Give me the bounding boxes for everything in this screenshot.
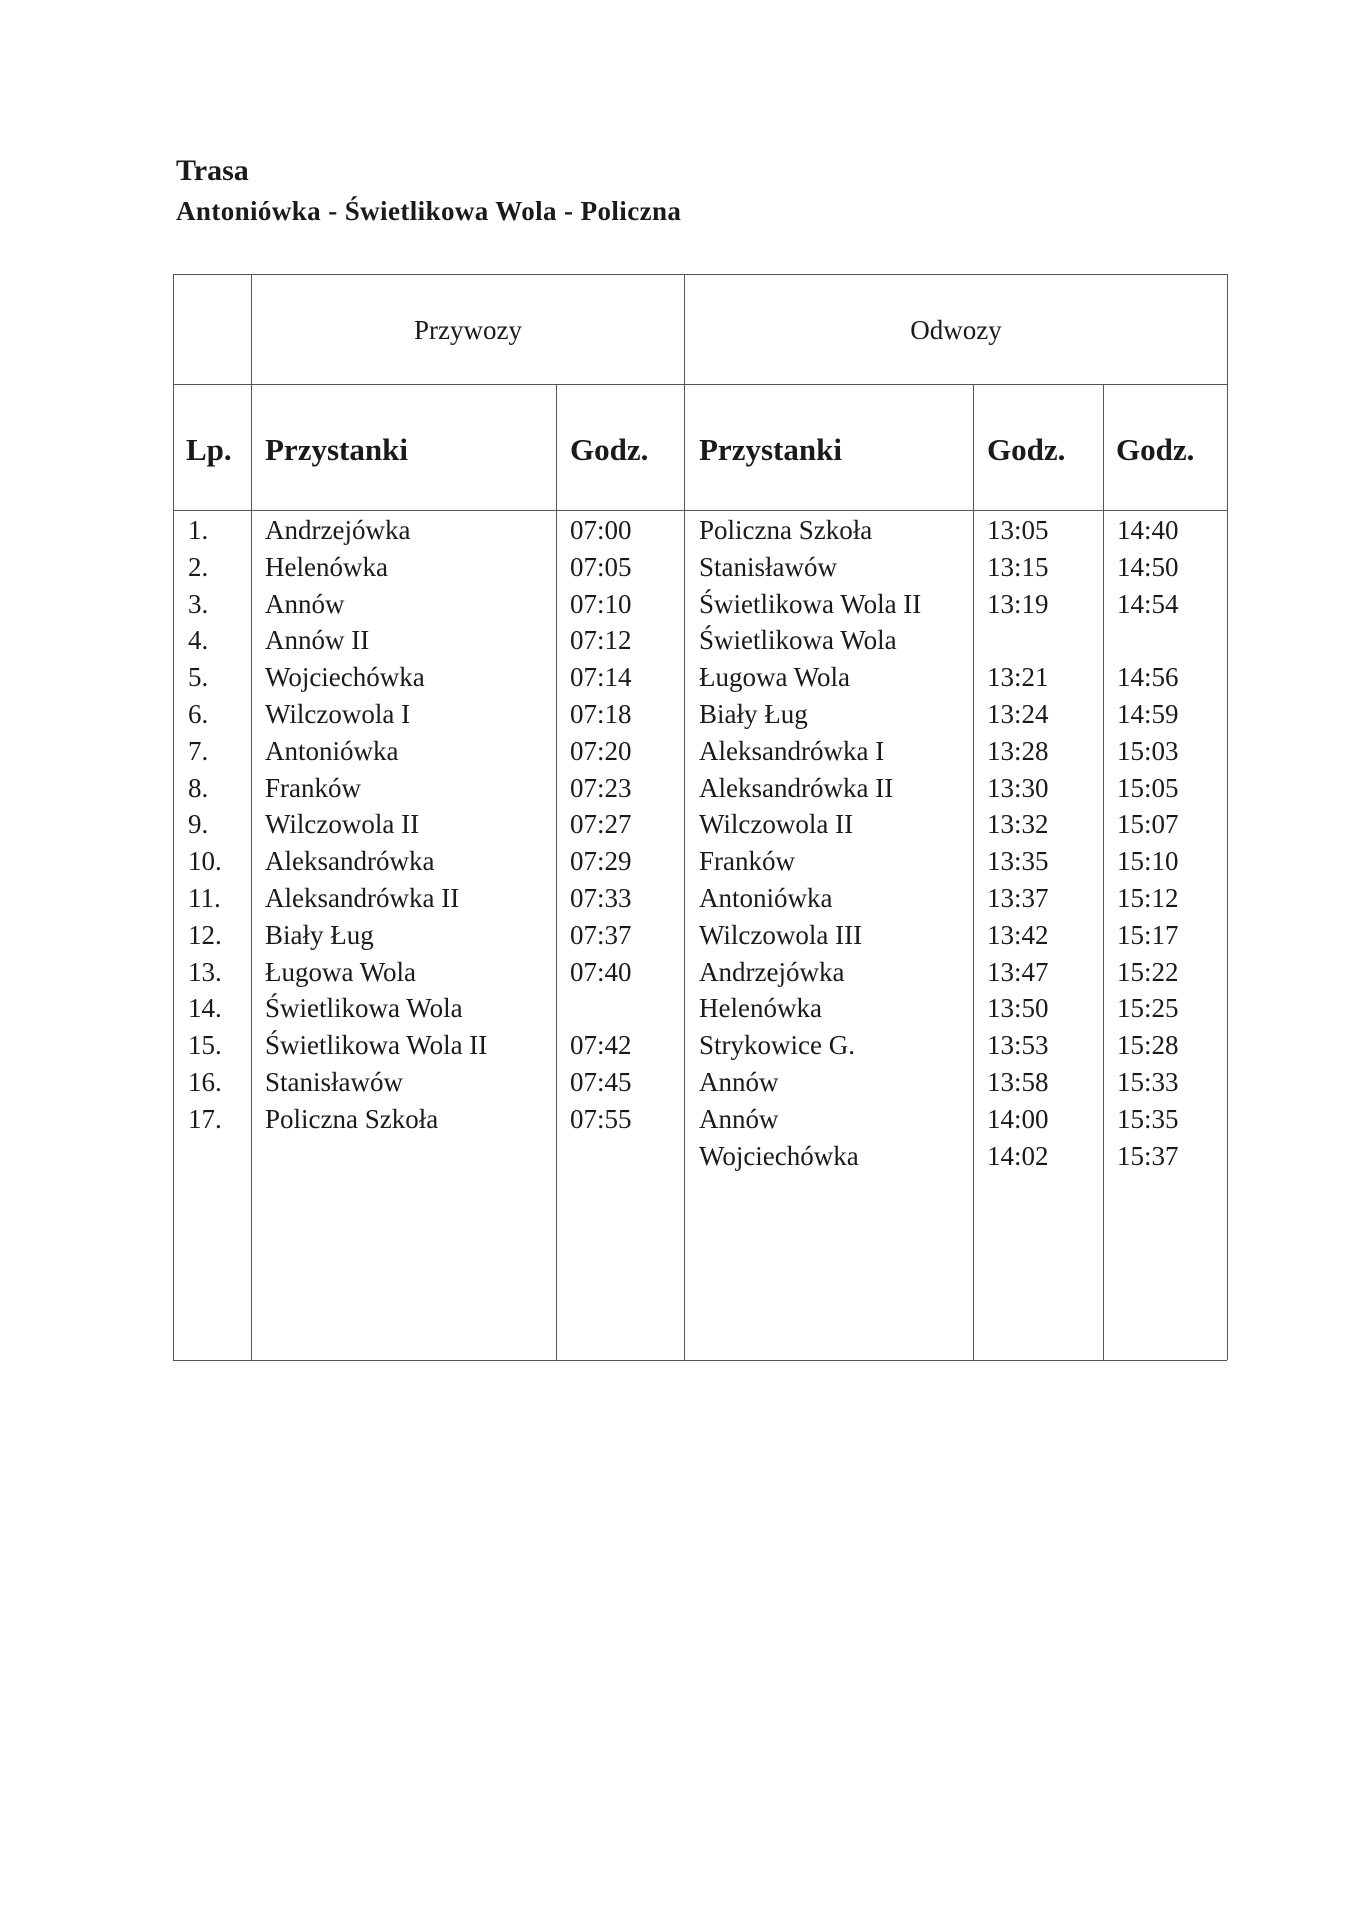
table-row — [0, 920, 1358, 957]
row-number: 6. — [188, 699, 209, 729]
odwozy-time-1: 13:32 — [987, 809, 1049, 840]
table-row — [0, 589, 1358, 626]
przywozy-time: 07:12 — [570, 625, 632, 656]
table-row — [0, 736, 1358, 773]
przywozy-stop: Aleksandrówka II — [265, 883, 460, 913]
odwozy-time-2: 15:10 — [1117, 846, 1179, 877]
route-subtitle: Antoniówka - Świetlikowa Wola - Policzna — [176, 196, 682, 226]
column-header-przystanki-2: Przystanki — [699, 432, 842, 467]
przywozy-time: 07:29 — [570, 846, 632, 877]
przywozy-stop: Stanisławów — [265, 1067, 403, 1097]
odwozy-stop: Wilczowola III — [699, 919, 863, 950]
column-header-godz-1: Godz. — [570, 432, 649, 467]
odwozy-stop: Wojciechówka — [699, 1140, 859, 1171]
przywozy-stop: Annów II — [265, 625, 370, 656]
column-header-lp: Lp. — [186, 432, 232, 467]
przywozy-stop: Aleksandrówka — [265, 846, 435, 877]
table-row — [0, 773, 1358, 810]
column-header-godz-3: Godz. — [1116, 432, 1195, 467]
table-row — [0, 515, 1358, 552]
table-row — [0, 846, 1358, 883]
odwozy-time-2: 14:40 — [1117, 515, 1179, 545]
group-header-odwozy: Odwozy — [910, 315, 1002, 345]
odwozy-stop: Aleksandrówka II — [699, 772, 894, 803]
odwozy-time-1: 13:58 — [987, 1067, 1049, 1097]
row-number: 15. — [188, 1030, 222, 1061]
odwozy-stop: Aleksandrówka I — [699, 735, 885, 766]
przywozy-time: 07:20 — [570, 735, 632, 766]
odwozy-time-1: 13:28 — [987, 735, 1049, 766]
table-row — [0, 1104, 1358, 1141]
row-number: 7. — [188, 735, 209, 766]
row-number: 13. — [188, 956, 222, 987]
przywozy-time: 07:00 — [570, 515, 632, 545]
odwozy-stop: Biały Ług — [699, 699, 808, 729]
odwozy-time-1: 13:24 — [987, 699, 1049, 729]
row-number: 11. — [188, 883, 221, 913]
odwozy-stop: Świetlikowa Wola II — [699, 588, 922, 619]
table-row — [0, 993, 1358, 1030]
odwozy-stop: Stanisławów — [699, 551, 837, 582]
przywozy-time: 07:33 — [570, 883, 632, 913]
odwozy-time-2: 15:17 — [1117, 919, 1179, 950]
row-number: 4. — [188, 625, 209, 656]
odwozy-time-2: 15:22 — [1117, 956, 1179, 987]
odwozy-time-2: 15:12 — [1117, 883, 1179, 913]
row-number: 17. — [188, 1103, 222, 1134]
przywozy-stop: Świetlikowa Wola — [265, 993, 463, 1024]
page-title: Trasa — [176, 154, 249, 187]
odwozy-stop: Strykowice G. — [699, 1030, 855, 1061]
przywozy-stop: Policzna Szkoła — [265, 1103, 439, 1134]
odwozy-stop: Wilczowola II — [699, 809, 854, 840]
przywozy-stop: Biały Ług — [265, 919, 374, 950]
odwozy-time-1: 14:00 — [987, 1103, 1049, 1134]
odwozy-time-2: 14:59 — [1117, 699, 1179, 729]
przywozy-stop: Helenówka — [265, 551, 388, 582]
odwozy-time-1: 14:02 — [987, 1140, 1049, 1171]
odwozy-time-2: 15:03 — [1117, 735, 1179, 766]
odwozy-stop: Annów — [699, 1103, 779, 1134]
przywozy-time: 07:23 — [570, 772, 632, 803]
odwozy-stop: Świetlikowa Wola — [699, 625, 897, 656]
odwozy-time-2: 15:37 — [1117, 1140, 1179, 1171]
przywozy-time: 07:18 — [570, 699, 632, 729]
group-header-przywozy: Przywozy — [414, 315, 522, 345]
odwozy-time-1: 13:15 — [987, 551, 1049, 582]
przywozy-time: 07:10 — [570, 588, 632, 619]
table-border-top — [173, 274, 1227, 275]
przywozy-stop: Franków — [265, 772, 361, 803]
odwozy-stop: Andrzejówka — [699, 956, 845, 987]
odwozy-time-1: 13:05 — [987, 515, 1049, 545]
przywozy-time: 07:55 — [570, 1103, 632, 1134]
odwozy-time-1: 13:50 — [987, 993, 1049, 1024]
column-header-przystanki-1: Przystanki — [265, 432, 408, 467]
table-row — [0, 957, 1358, 994]
column-header-godz-2: Godz. — [987, 432, 1066, 467]
przywozy-time: 07:37 — [570, 919, 632, 950]
odwozy-stop: Annów — [699, 1067, 779, 1097]
przywozy-time: 07:40 — [570, 956, 632, 987]
przywozy-time: 07:45 — [570, 1067, 632, 1097]
odwozy-stop: Franków — [699, 846, 795, 877]
row-number: 9. — [188, 809, 209, 840]
przywozy-stop: Ługowa Wola — [265, 956, 417, 987]
przywozy-stop: Wojciechówka — [265, 662, 425, 693]
table-row — [0, 699, 1358, 736]
przywozy-stop: Świetlikowa Wola II — [265, 1030, 488, 1061]
row-number: 10. — [188, 846, 222, 877]
odwozy-time-2: 15:07 — [1117, 809, 1179, 840]
row-number: 3. — [188, 588, 209, 619]
przywozy-stop: Wilczowola I — [265, 699, 411, 729]
odwozy-stop: Helenówka — [699, 993, 822, 1024]
table-row — [0, 883, 1358, 920]
odwozy-time-2: 15:28 — [1117, 1030, 1179, 1061]
table-row — [0, 552, 1358, 589]
odwozy-time-2: 15:05 — [1117, 772, 1179, 803]
odwozy-time-2: 14:56 — [1117, 662, 1179, 693]
row-number: 16. — [188, 1067, 222, 1097]
przywozy-stop: Annów — [265, 588, 345, 619]
odwozy-time-1: 13:21 — [987, 662, 1049, 693]
odwozy-time-1: 13:42 — [987, 919, 1049, 950]
row-number: 8. — [188, 772, 209, 803]
table-row — [0, 625, 1358, 662]
row-number: 1. — [188, 515, 209, 545]
table-row — [0, 1141, 1358, 1178]
table-row — [0, 662, 1358, 699]
odwozy-time-2: 15:35 — [1117, 1103, 1179, 1134]
odwozy-time-2: 14:50 — [1117, 551, 1179, 582]
odwozy-stop: Antoniówka — [699, 883, 833, 913]
przywozy-time: 07:42 — [570, 1030, 632, 1061]
przywozy-time: 07:05 — [570, 551, 632, 582]
table-header-divider — [173, 510, 1227, 511]
table-row — [0, 1067, 1358, 1104]
table-row — [0, 1030, 1358, 1067]
odwozy-stop: Policzna Szkoła — [699, 515, 873, 545]
odwozy-stop: Ługowa Wola — [699, 662, 851, 693]
przywozy-stop: Antoniówka — [265, 735, 399, 766]
row-number: 2. — [188, 551, 209, 582]
odwozy-time-1: 13:37 — [987, 883, 1049, 913]
table-border-bottom — [173, 1360, 1227, 1361]
row-number: 5. — [188, 662, 209, 693]
przywozy-stop: Andrzejówka — [265, 515, 411, 545]
row-number: 14. — [188, 993, 222, 1024]
odwozy-time-1: 13:47 — [987, 956, 1049, 987]
odwozy-time-2: 15:33 — [1117, 1067, 1179, 1097]
table-group-divider — [173, 384, 1227, 385]
odwozy-time-2: 15:25 — [1117, 993, 1179, 1024]
odwozy-time-1: 13:35 — [987, 846, 1049, 877]
przywozy-time: 07:27 — [570, 809, 632, 840]
odwozy-time-1: 13:53 — [987, 1030, 1049, 1061]
odwozy-time-1: 13:30 — [987, 772, 1049, 803]
row-number: 12. — [188, 919, 222, 950]
przywozy-stop: Wilczowola II — [265, 809, 420, 840]
table-row — [0, 809, 1358, 846]
przywozy-time: 07:14 — [570, 662, 632, 693]
odwozy-time-1: 13:19 — [987, 588, 1049, 619]
odwozy-time-2: 14:54 — [1117, 588, 1179, 619]
